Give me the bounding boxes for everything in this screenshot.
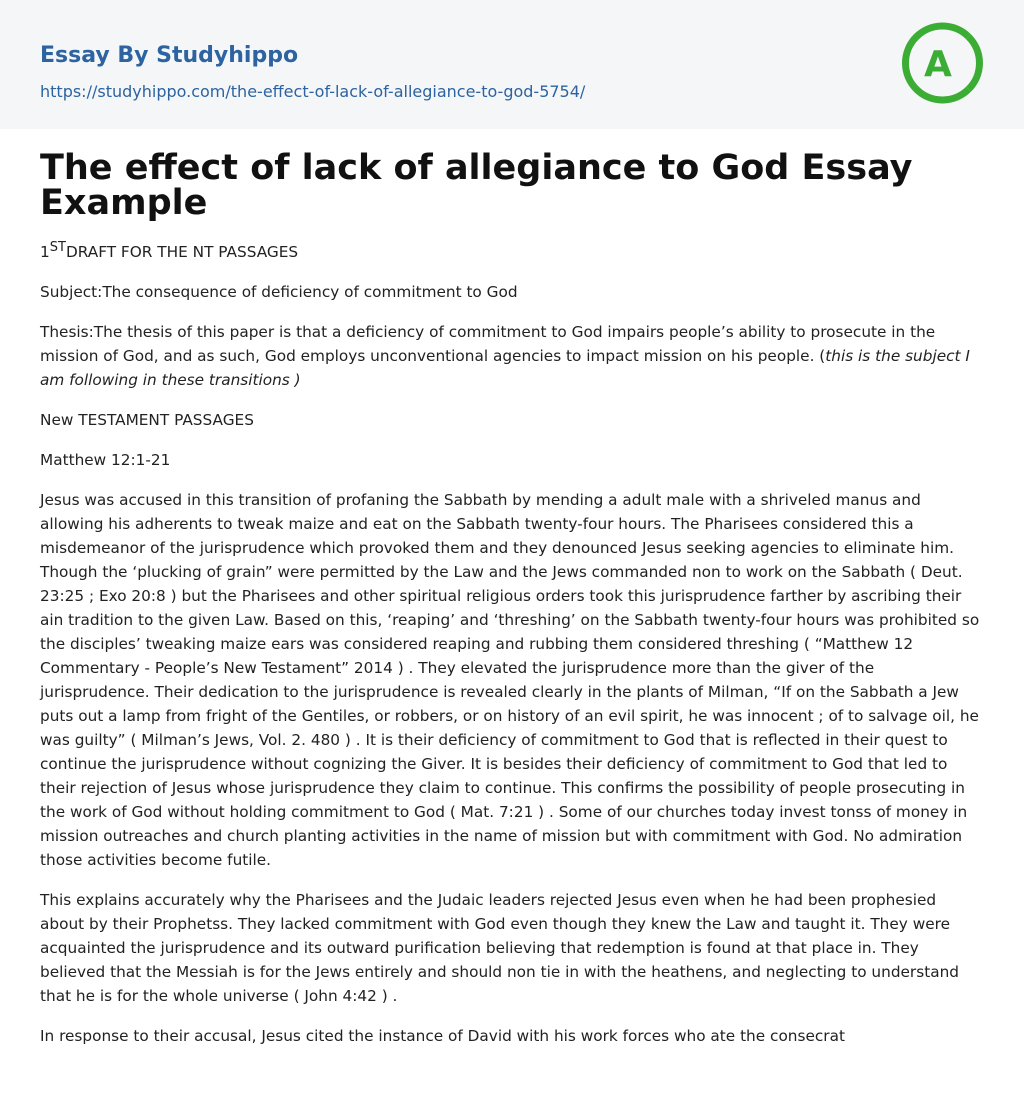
article <box>0 148 1024 1048</box>
subject-line: Subject:The consequence of deficiency of commitment to God <box>40 283 518 301</box>
draft-prefix: 1 <box>40 243 50 261</box>
draft-line <box>40 240 984 264</box>
logo-letter: A <box>924 44 952 85</box>
body-paragraph: Jesus was accused in this transition of profaning the Sabbath by mending a adult male with a shriveled manus and allowing his adherents to tweak maize and eat on the Sabbath twenty-four hours. The Pharisees considered this a misdemeanor of the jurisprudence which provoked them and they denounced Jesus seeking agencies to eliminate him. Though the ‘plucking of grain” were permitted by the Law and the Jews commanded non to work on the Sabbath ( Deut. 23:25 ; Exo 20:8 ) but the Pharisees and other spiritual religious orders took this jurisprudence farther by ascribing their ain tradition to the given Law. Based on this, ‘reaping’ and ‘threshing’ on the Sabbath twenty-four hours was prohibited so the disciples’ tweaking maize ears was considered reaping and rubbing them considered threshing ( “Matthew 12 Commentary - People’s New Testament” 2014 ) . They elevated the jurisprudence more than the giver of the jurisprudence. Their dedication to the jurisprudence is revealed clearly in the plants of Milman, “If on the Sabbath a Jew puts out a lamp from fright of the Gentiles, or robbers, or on history of an evil spirit, he was innocent ; of to salvage oil, he was guilty” ( Milman’s Jews, Vol. 2. 480 ) . It is their deficiency of commitment to God that is reflected in their quest to continue the jurisprudence without cognizing the Giver. It is besides their deficiency of commitment to God that led to their rejection of Jesus whose jurisprudence they claim to continue. This confirms the possibility of people prosecuting in the work of God without holding commitment to God ( Mat. 7:21 ) . Some of our churches today invest tonss of money in mission outreaches and church planting activities in the name of mission but with commitment with God. No admiration those activities become futile. <box>40 491 980 869</box>
section-heading: New TESTAMENT PASSAGES <box>40 411 254 429</box>
page-title: The effect of lack of allegiance to God Essay Example <box>40 148 913 223</box>
page-url-link[interactable]: https://studyhippo.com/the-effect-of-lack-of-allegiance-to-god-5754/ <box>40 82 586 101</box>
thesis-note: this is the subject I am following in these transitions ) <box>40 347 970 389</box>
body-paragraph: In response to their accusal, Jesus cited the instance of David with his work forces who ate the consecrat <box>40 1027 845 1045</box>
thesis-paragraph <box>40 320 984 392</box>
body-paragraph: This explains accurately why the Pharisees and the Judaic leaders rejected Jesus even when he had been prophesied about by their Prophetss. They lacked commitment with God even though they knew the Law and taught it. They were acquainted the jurisprudence and its outward purification believing that redemption is found at that place in. They believed that the Messiah is for the Jews entirely and should non tie in with the heathens, and neglecting to understand that he is for the whole universe ( John 4:42 ) . <box>40 891 959 1005</box>
site-name[interactable]: Essay By Studyhippo <box>40 43 299 68</box>
thesis-text: Thesis:The thesis of this paper is that a deficiency of commitment to God impairs people’s ability to prosecute in the mission of God, and as such, God employs unconventional agencies to impact mission on his people. ( <box>40 323 936 365</box>
draft-superscript: ST <box>49 240 66 255</box>
studyhippo-logo-icon[interactable] <box>898 20 984 106</box>
passage-reference: Matthew 12:1-21 <box>40 451 171 469</box>
site-header <box>0 0 1024 129</box>
draft-rest: DRAFT FOR THE NT PASSAGES <box>65 243 299 261</box>
